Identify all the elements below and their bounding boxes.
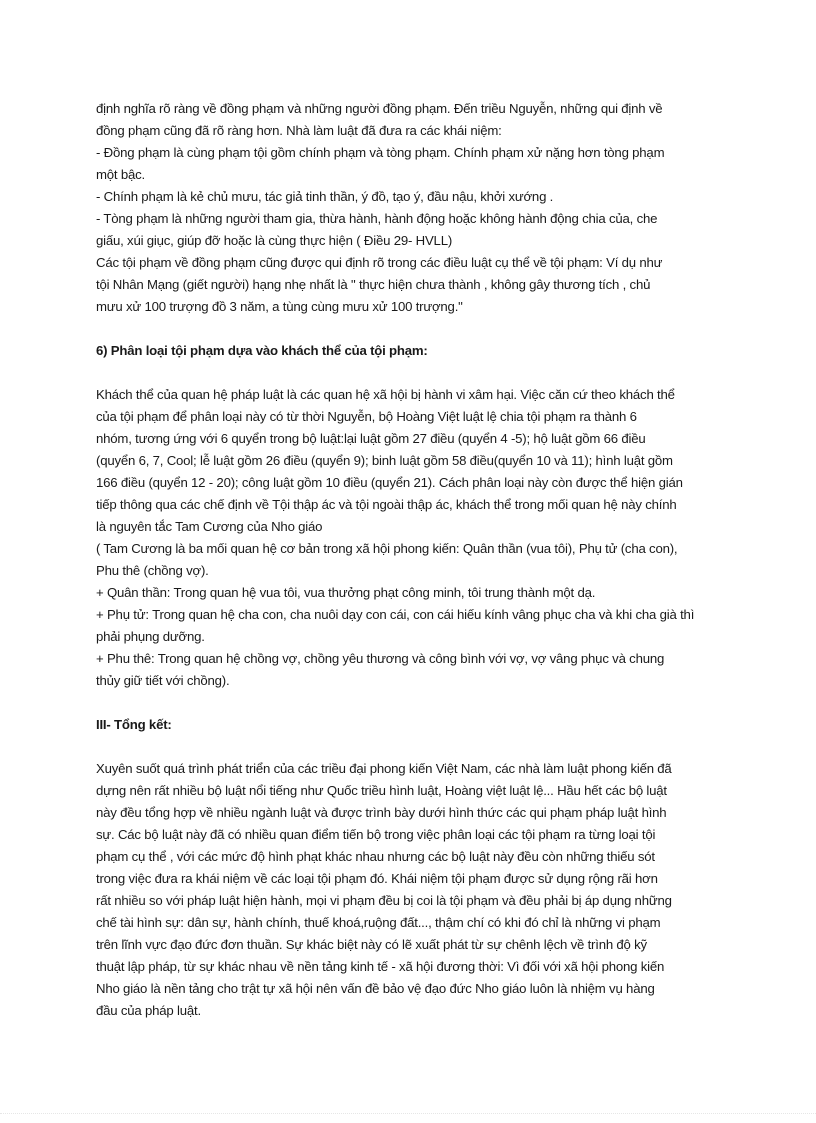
text-line: + Phu thê: Trong quan hệ chồng vợ, chồng yêu thương và công bình với vợ, vợ vâng phục và chung: [96, 651, 665, 666]
text-line: mưu xử 100 trượng đồ 3 năm, a tùng cùng mưu xử 100 trượng.": [96, 299, 463, 314]
text-line: định nghĩa rõ ràng về đồng phạm và những người đồng phạm. Đến triều Nguyễn, những qui định về: [96, 101, 663, 116]
section-heading: III- Tổng kết:: [96, 717, 172, 732]
text-line: chế tài hình sự: dân sự, hành chính, thuế khoá,ruộng đất..., thậm chí có khi đó chỉ là những vi phạm: [96, 915, 661, 930]
text-line: sự. Các bộ luật này đã có nhiều quan điểm tiến bộ trong việc phân loại các tội phạm ra từng loại tội: [96, 827, 656, 842]
text-line: tiếp thông qua các chế định về Tội thập ác và tội ngoài thập ác, khách thể trong mối quan hệ này chính: [96, 497, 677, 512]
text-line: + Quân thần: Trong quan hệ vua tôi, vua thưởng phạt công minh, tôi trung thành một dạ.: [96, 585, 596, 600]
text-line: - Đồng phạm là cùng phạm tội gồm chính phạm và tòng phạm. Chính phạm xử nặng hơn tòng phạm: [96, 145, 665, 160]
text-line: ( Tam Cương là ba mối quan hệ cơ bản trong xã hội phong kiến: Quân thần (vua tôi), Phụ tử (cha con),: [96, 541, 678, 556]
text-line: thuật lập pháp, từ sự khác nhau về nền tảng kinh tế - xã hội đương thời: Vì đối với xã hội phong kiến: [96, 959, 665, 974]
text-line: trên lĩnh vực đạo đức đơn thuần. Sự khác biệt này có lẽ xuất phát từ sự chênh lệch về trình độ kỹ: [96, 937, 647, 952]
page-bottom-border: [0, 1113, 816, 1115]
text-line: trong việc đưa ra khái niệm về các loại tội phạm đó. Khái niệm tội phạm được sử dụng rộng rãi hơn: [96, 871, 658, 886]
text-line: của tội phạm để phân loại này có từ thời Nguyễn, bộ Hoàng Việt luật lệ chia tội phạm ra thành 6: [96, 409, 637, 424]
text-line: đầu của pháp luật.: [96, 1003, 201, 1018]
text-line: phải phụng dưỡng.: [96, 629, 205, 644]
paragraph-gap: [96, 692, 726, 714]
text-line: một bậc.: [96, 167, 145, 182]
text-line: Các tội phạm về đồng phạm cũng được qui định rõ trong các điều luật cụ thể về tội phạm: Ví dụ như: [96, 255, 663, 270]
text-line: này đều tổng hợp về nhiều ngành luật và được trình bày dưới hình thức các qui phạm pháp luật hình: [96, 805, 667, 820]
document-body: [96, 98, 726, 1022]
text-line: Xuyên suốt quá trình phát triển của các triều đại phong kiến Việt Nam, các nhà làm luật phong kiến đã: [96, 761, 672, 776]
text-line: + Phụ tử: Trong quan hệ cha con, cha nuôi dạy con cái, con cái hiếu kính vâng phục cha và khi cha già thì: [96, 607, 695, 622]
text-line: Phu thê (chồng vợ).: [96, 563, 209, 578]
text-line: thủy giữ tiết với chồng).: [96, 673, 230, 688]
text-line: giấu, xúi giục, giúp đỡ hoặc là cùng thực hiện ( Điều 29- HVLL): [96, 233, 453, 248]
text-line: - Tòng phạm là những người tham gia, thừa hành, hành động hoặc không hành động chia của, che: [96, 211, 658, 226]
text-line: 166 điều (quyển 12 - 20); công luật gồm 10 điều (quyển 21). Cách phân loại này còn được thể hiện gián: [96, 475, 683, 490]
text-line: đồng phạm cũng đã rõ ràng hơn. Nhà làm luật đã đưa ra các khái niệm:: [96, 123, 502, 138]
text-line: phạm cụ thể , với các mức độ hình phạt khác nhau nhưng các bộ luật này đều còn những thiếu sót: [96, 849, 655, 864]
text-line: (quyển 6, 7, Cool; lễ luật gồm 26 điều (quyển 9); binh luật gồm 58 điều(quyển 10 và 11); hình luật gồm: [96, 453, 673, 468]
text-line: rất nhiều so với pháp luật hiện hành, mọi vi phạm đều bị coi là tội phạm và đều phải bị áp dụng những: [96, 893, 672, 908]
paragraph-gap: [96, 736, 726, 758]
text-line: - Chính phạm là kẻ chủ mưu, tác giả tinh thần, ý đồ, tạo ý, đầu nậu, khởi xướng .: [96, 189, 554, 204]
text-line: tội Nhân Mạng (giết người) hạng nhẹ nhất là " thực hiện chưa thành , không gây thương tích , chủ: [96, 277, 651, 292]
text-line: Nho giáo là nền tảng cho trật tự xã hội nên vấn đề bảo vệ đạo đức Nho giáo luôn là nhiệm vụ hàng: [96, 981, 655, 996]
text-line: nhóm, tương ứng với 6 quyển trong bộ luật:lại luật gồm 27 điều (quyển 4 -5); hộ luật gồm 66 điều: [96, 431, 646, 446]
text-line: dựng nên rất nhiều bộ luật nổi tiếng như Quốc triều hình luật, Hoàng việt luật lệ... Hầu hết các bộ luật: [96, 783, 667, 798]
paragraph-gap: [96, 362, 726, 384]
text-line: Khách thể của quan hệ pháp luật là các quan hệ xã hội bị hành vi xâm hại. Việc căn cứ theo khách thể: [96, 387, 675, 402]
paragraph-gap: [96, 318, 726, 340]
text-line: là nguyên tắc Tam Cương của Nho giáo: [96, 519, 323, 534]
section-heading: 6) Phân loại tội phạm dựa vào khách thể của tội phạm:: [96, 343, 428, 358]
